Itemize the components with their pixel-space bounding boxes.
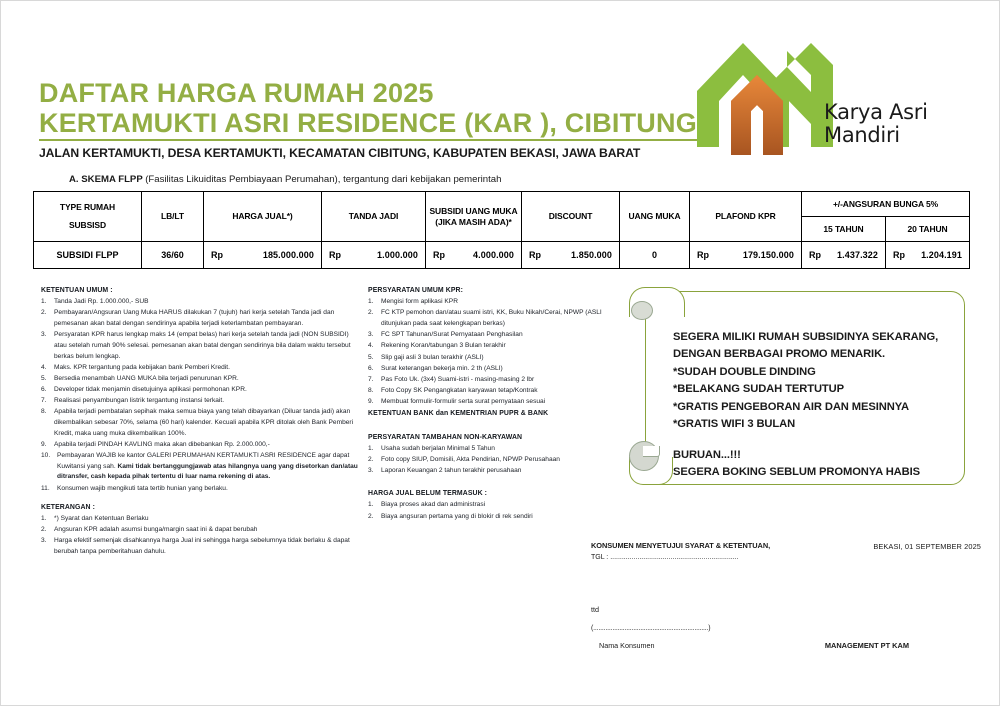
promo-line: *GRATIS WIFI 3 BULAN (673, 418, 796, 431)
logo-text-line2: Mandiri (824, 122, 900, 147)
signature-place-date: BEKASI, 01 SEPTEMBER 2025 (873, 542, 981, 551)
signature-management-label: MANAGEMENT PT KAM (824, 641, 909, 650)
list-item: 1. Biaya proses akad dan administrasi (368, 501, 486, 509)
scheme-caption-bold: A. SKEMA FLPP (69, 174, 143, 185)
list-item: 5. Bersedia menambah UANG MUKA bila terjadi penurunan KPR. (41, 374, 239, 382)
table-row (34, 242, 970, 269)
cell-type-rumah: SUBSIDI FLPP (34, 242, 142, 269)
ketentuan-umum-heading: KETENTUAN UMUM : (41, 287, 113, 294)
header-subsidi-uang-muka: SUBSIDI UANG MUKA (JIKA MASIH ADA)* (426, 192, 522, 242)
list-item-text: Biaya proses akad dan administrasi (381, 501, 486, 509)
persyaratan-kpr-heading: PERSYARATAN UMUM KPR: (368, 287, 463, 294)
list-item-text: FC KTP pemohon dan/atau suami istri, KK, Buku Nikah/Cerai, NPWP (ASLI ditunjukan pada saat kelengkapan berkas) (381, 309, 602, 328)
header-20-tahun: 20 TAHUN (886, 217, 970, 242)
list-item-text: Apabila terjadi PINDAH KAVLING maka akan dibebankan Rp. 2.000.000,- (54, 440, 270, 448)
header-tanda-jadi: TANDA JADI (322, 192, 426, 242)
list-item: 3. Persyaratan KPR harus lengkap maks 14 (empat belas) hari kerja setelah tanda jadi (NON SUBSIDI) atau setelah rumah 90% selesai. pemesanan akan batal dengan sendirinya bila dalam waktu tersebut berkas belum lengkap. (41, 331, 351, 360)
list-item-text: Pas Foto Uk. (3x4) Suami-istri - masing-masing 2 lbr (381, 375, 535, 383)
signature-consumer-name-label: Nama Konsumen (599, 641, 655, 650)
list-item: 10. Pembayaran WAJIB ke kantor GALERI PERUMAHAN KERTAMUKTI ASRI RESIDENCE agar dapat Kuwitansi yang sah. Kami tidak bertanggungjawab atas hilangnya uang yang disetorkan dan/atau ditransfer, cash kepada pihak tertentu di luar nama rekening di atas. (41, 452, 358, 481)
signature-consumer-side (591, 541, 806, 561)
company-logo (691, 29, 991, 169)
cell-angsuran-20-tahun (886, 242, 970, 269)
promo-line: *BELAKANG SUDAH TERTUTUP (673, 383, 845, 396)
list-item-text: Angsuran KPR adalah asumsi bunga/margin saat ini & dapat berubah (54, 526, 258, 534)
list-item: 3. FC SPT Tahunan/Surat Pernyataan Penghasilan (368, 331, 523, 339)
list-item: 8. Apabila terjadi pembatalan sepihak maka semua biaya yang telah dibayarkan (Diluar tanda jadi) akan dikembalikan sebesar 70%, selama (60 hari) kalender. Kecuali apabila KPR ditolak oleh Bank Pemberi Kredit, maka uang muka dikembalikan 100%. (41, 408, 354, 437)
list-item-text: Maks. KPR tergantung pada kebijakan bank Pemberi Kredit. (54, 363, 230, 371)
list-item: 3. Laporan Keuangan 2 tahun terakhir perusahaan (368, 467, 522, 475)
signature-block (591, 541, 981, 650)
persyaratan-non-karyawan-heading: PERSYARATAN TAMBAHAN NON-KARYAWAN (368, 433, 523, 441)
keterangan-heading: KETERANGAN : (41, 503, 96, 511)
list-item: 1. Usaha sudah berjalan Minimal 5 Tahun (368, 444, 495, 452)
cell-harga-jual-currency: Rp (211, 250, 223, 260)
cell-discount-currency: Rp (529, 250, 541, 260)
list-item: 1. *) Syarat dan Ketentuan Berlaku (41, 514, 149, 522)
karya-asri-mandiri-logo-mark (691, 29, 991, 169)
cell-harga-jual-amount: 185.000.000 (262, 250, 314, 260)
list-item-text: Slip gaji asli 3 bulan terakhir (ASLI) (381, 353, 484, 361)
list-item-text: Realisasi penyambungan listrik tergantung instansi terkait. (54, 397, 225, 405)
keterangan-list (41, 514, 359, 558)
list-item: 1. Mengisi form aplikasi KPR (368, 298, 458, 306)
header-discount: DISCOUNT (522, 192, 620, 242)
cell-subsidi-uang-muka (426, 242, 522, 269)
price-table (33, 191, 970, 269)
list-item-text: Developer tidak menjamin disetujuinya aplikasi permohonan KPR. (54, 386, 247, 394)
promo-bottom-curl-ball-icon (629, 441, 659, 471)
persyaratan-non-karyawan-list (368, 444, 616, 477)
logo-text-line1: Karya Asri (824, 100, 928, 124)
list-item: 2. Angsuran KPR adalah asumsi bunga/margin saat ini & dapat berubah (41, 526, 258, 534)
cell-tanda-jadi (322, 242, 426, 269)
list-item: 4. Rekening Koran/tabungan 3 Bulan terakhir (368, 342, 506, 350)
header-angsuran-group: +/-ANGSURAN BUNGA 5% (802, 192, 970, 217)
cell-angsuran-15-currency: Rp (809, 250, 821, 260)
harga-belum-termasuk-list (368, 500, 616, 522)
header-15-tahun: 15 TAHUN (802, 217, 886, 242)
promo-line: SEGERA MILIKI RUMAH SUBSIDINYA SEKARANG, (673, 331, 939, 343)
cell-angsuran-20-currency: Rp (893, 250, 905, 260)
spacer (41, 495, 359, 502)
cell-lb-lt: 36/60 (142, 242, 204, 269)
header-lb-lt: LB/LT (142, 192, 204, 242)
cell-subsidi-uang-muka-currency: Rp (433, 250, 445, 260)
list-item: 1. Tanda Jadi Rp. 1.000.000,- SUB (41, 298, 149, 306)
promo-line: *GRATIS PENGEBORAN AIR DAN MESINNYA (673, 400, 910, 413)
cell-plafond-kpr-amount: 179.150.000 (742, 250, 794, 260)
spacer (368, 421, 616, 432)
persyaratan-kpr-footer: KETENTUAN BANK dan KEMENTRIAN PUPR & BANK (368, 410, 549, 418)
cell-discount (522, 242, 620, 269)
list-item-text: Laporan Keuangan 2 tahun terakhir perusahaan (381, 467, 522, 475)
list-item: 2. FC KTP pemohon dan/atau suami istri, KK, Buku Nikah/Cerai, NPWP (ASLI ditunjukan pada saat kelengkapan berkas) (368, 309, 602, 328)
promo-closing-line2: SEGERA BOKING SEBLUM PROMONYA HABIS (673, 466, 920, 479)
list-item-text: FC SPT Tahunan/Surat Pernyataan Penghasilan (381, 331, 523, 339)
table-header-row-1 (34, 192, 970, 217)
signature-top-row (591, 541, 981, 561)
list-item: 6. Developer tidak menjamin disetujuinya aplikasi permohonan KPR. (41, 386, 247, 394)
header-type-rumah-label: TYPE RUMAH (59, 201, 116, 212)
list-item: 7. Pas Foto Uk. (3x4) Suami-istri - masing-masing 2 lbr (368, 375, 535, 383)
logo-wordmark (824, 101, 928, 146)
list-item: 2. Foto copy SIUP, Domisili, Akta Pendirian, NPWP Perusahaan (368, 455, 560, 463)
spacer (673, 434, 951, 447)
list-item: 2. Pembayaran/Angsuran Uang Muka HARUS dilakukan 7 (tujuh) hari kerja setelah Tanda jadi dan pemesanan akan batal dengan sendirinya apabila terjadi keterlambatan pembayaran. (41, 309, 335, 328)
harga-belum-termasuk-heading: HARGA JUAL BELUM TERMASUK : (368, 490, 488, 498)
header-plafond-kpr: PLAFOND KPR (690, 192, 802, 242)
list-item-text: Mengisi form aplikasi KPR (381, 298, 458, 306)
signature-name-line: (..................................................................) (591, 625, 711, 632)
promo-closing-line1: BURUAN...!!! (673, 448, 741, 461)
signature-consumer-heading: KONSUMEN MENYETUJUI SYARAT & KETENTUAN, (591, 541, 771, 550)
document-header (39, 78, 697, 161)
list-item-text: Apabila terjadi pembatalan sepihak maka semua biaya yang telah dibayarkan (Diluar tanda jadi) akan dikembalikan sebesar 70%, selama (60 hari) kalender. Kecuali apabila KPR ditolak oleh Bank Pemberi Kredit, maka uang muka dikembalikan 100%. (54, 408, 354, 437)
scheme-caption-rest: (Fasilitas Likuiditas Pembiayaan Perumahan), tergantung dari kebijakan pemerintah (145, 174, 502, 185)
header-subsisd-label: SUBSISD (68, 219, 107, 230)
list-item-text: Tanda Jadi Rp. 1.000.000,- SUB (54, 298, 149, 306)
cell-plafond-kpr-currency: Rp (697, 250, 709, 260)
list-item: 2. Biaya angsuran pertama yang di blokir di rek sendiri (368, 512, 533, 520)
list-item-text: Usaha sudah berjalan Minimal 5 Tahun (381, 444, 495, 452)
cell-angsuran-15-amount: 1.437.322 (837, 250, 878, 260)
cell-subsidi-uang-muka-amount: 4.000.000 (473, 250, 514, 260)
terms-middle-column (368, 285, 616, 523)
promo-line: *SUDAH DOUBLE DINDING (673, 365, 816, 378)
list-item-text: Bersedia menambah UANG MUKA bila terjadi penurunan KPR. (54, 374, 239, 382)
list-item-text: Konsumen wajib mengikuti tata tertib hunian yang berlaku. (57, 484, 228, 492)
list-item-text: Membuat formulir-formulir serta surat pernyataan sesuai (381, 398, 546, 406)
list-item-text: Foto copy SIUP, Domisili, Akta Pendirian, NPWP Perusahaan (381, 455, 560, 463)
signature-ttd-label: ttd (591, 605, 599, 614)
scheme-caption (69, 174, 501, 185)
list-item-text: Persyaratan KPR harus lengkap maks 14 (empat belas) hari kerja setelah tanda jadi (NON SUBSIDI) atau setelah rumah 90% selesai. pemesanan akan batal dengan sendirinya bila dalam waktu tersebut berkas belum lengkap. (54, 331, 351, 360)
cell-tanda-jadi-currency: Rp (329, 250, 341, 260)
cell-discount-amount: 1.850.000 (571, 250, 612, 260)
header-uang-muka: UANG MUKA (620, 192, 690, 242)
promo-top-curl-ball-icon (631, 301, 653, 320)
list-item: 11. Konsumen wajib mengikuti tata tertib hunian yang berlaku. (41, 484, 228, 492)
promo-line: DENGAN BERBAGAI PROMO MENARIK. (673, 348, 886, 361)
list-item: 7. Realisasi penyambungan listrik tergantung instansi terkait. (41, 397, 225, 405)
terms-left-column (41, 285, 359, 558)
cell-plafond-kpr (690, 242, 802, 269)
list-item: 5. Slip gaji asli 3 bulan terakhir (ASLI) (368, 353, 484, 361)
list-item-text-bold: Kami tidak bertanggungjawab atas hilangnya uang yang disetorkan dan/atau ditransfer, cash kepada pihak tertentu di luar nama rekening di atas. (57, 462, 358, 481)
list-item-text: Rekening Koran/tabungan 3 Bulan terakhir (381, 342, 506, 350)
list-item-text: Biaya angsuran pertama yang di blokir di rek sendiri (381, 512, 533, 520)
promo-text (673, 329, 951, 482)
list-item-text: Pembayaran/Angsuran Uang Muka HARUS dilakukan 7 (tujuh) hari kerja setelah Tanda jadi dan pemesanan akan batal dengan sendirinya apabila terjadi keterlambatan pembayaran. (54, 309, 335, 328)
header-type-rumah (34, 192, 142, 242)
persyaratan-kpr-list (368, 297, 616, 408)
list-item: 4. Maks. KPR tergantung pada kebijakan bank Pemberi Kredit. (41, 363, 230, 371)
header-harga-jual: HARGA JUAL*) (204, 192, 322, 242)
page-title-line2: KERTAMUKTI ASRI RESIDENCE (KAR ), CIBITUNG (39, 108, 697, 141)
list-item-text: *) Syarat dan Ketentuan Berlaku (54, 514, 149, 522)
page-title-line1: DAFTAR HARGA RUMAH 2025 (39, 78, 434, 108)
list-item: 9. Apabila terjadi PINDAH KAVLING maka akan dibebankan Rp. 2.000.000,- (41, 440, 270, 448)
spacer (368, 477, 616, 488)
promo-scroll-callout (629, 287, 965, 485)
cell-angsuran-20-amount: 1.204.191 (921, 250, 963, 260)
list-item-text: Foto Copy SK Pengangkatan karyawan tetap/Kontrak (381, 387, 538, 395)
list-item-text-plain: Pembayaran WAJIB ke kantor GALERI PERUMAHAN KERTAMUKTI ASRI RESIDENCE agar dapat Kuwitansi yang sah. (57, 452, 350, 470)
list-item-text: Harga efektif semenjak disahkannya harga Jual ini sehingga harga sebelumnya tidak berlaku & dapat berubah tanpa pemberitahuan dahulu. (54, 537, 350, 555)
list-item: 3. Harga efektif semenjak disahkannya harga Jual ini sehingga harga sebelumnya tidak berlaku & dapat berubah tanpa pemberitahuan dahulu. (41, 537, 350, 555)
page-subtitle-address: JALAN KERTAMUKTI, DESA KERTAMUKTI, KECAMATAN CIBITUNG, KABUPATEN BEKASI, JAWA BARAT (39, 146, 641, 161)
signature-bottom-row (591, 641, 981, 650)
cell-uang-muka: 0 (620, 242, 690, 269)
cell-tanda-jadi-amount: 1.000.000 (377, 250, 418, 260)
cell-harga-jual (204, 242, 322, 269)
ketentuan-umum-list (41, 297, 359, 494)
cell-angsuran-15-tahun (802, 242, 886, 269)
list-item: 8. Foto Copy SK Pengangkatan karyawan tetap/Kontrak (368, 387, 538, 395)
list-item-text: Surat keterangan bekerja min. 2 th (ASLI) (381, 364, 503, 372)
list-item: 6. Surat keterangan bekerja min. 2 th (ASLI) (368, 364, 503, 372)
list-item: 9. Membuat formulir-formulir serta surat pernyataan sesuai (368, 398, 546, 406)
signature-date-field: TGL : .................................................................. (591, 554, 739, 561)
